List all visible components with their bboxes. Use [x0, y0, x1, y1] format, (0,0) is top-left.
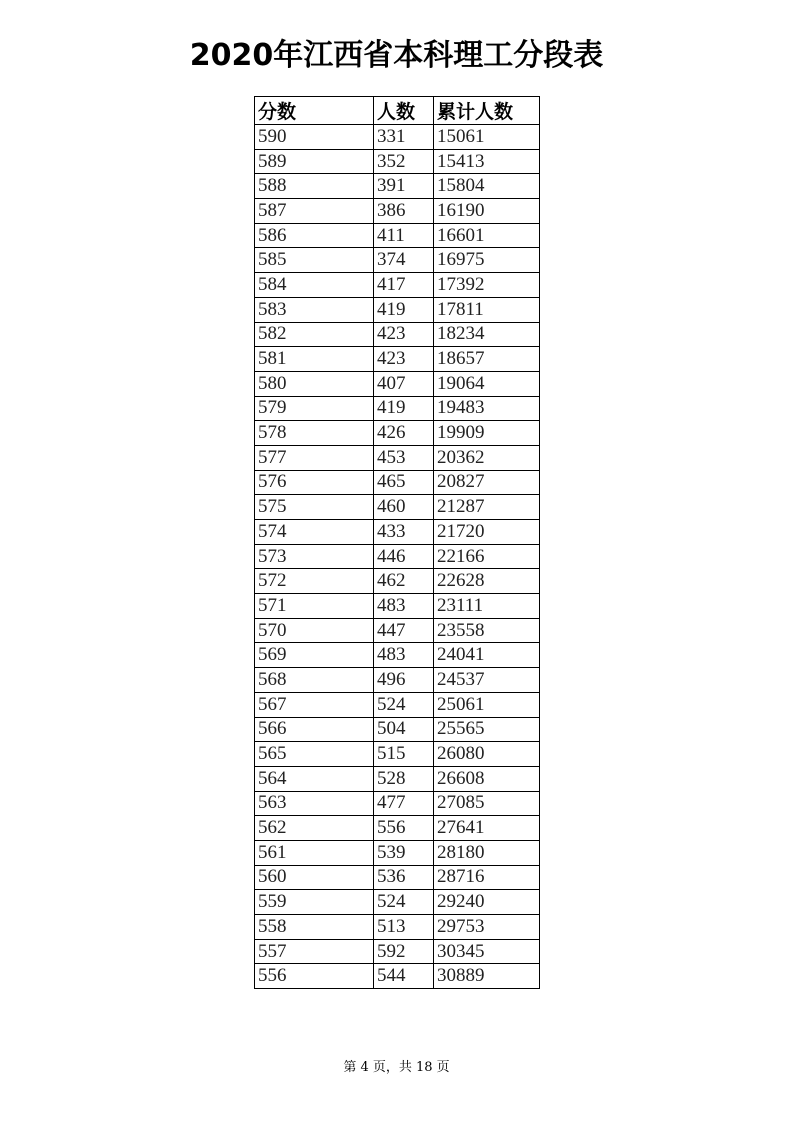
- table-row: [255, 223, 540, 248]
- cell-score: 580: [255, 371, 374, 396]
- cell-cumulative: 29753: [434, 915, 540, 940]
- cell-score: 558: [255, 915, 374, 940]
- cell-cumulative: 19909: [434, 421, 540, 446]
- cell-score: 577: [255, 445, 374, 470]
- cell-score: 576: [255, 470, 374, 495]
- cell-count: 453: [374, 445, 434, 470]
- table-row: [255, 692, 540, 717]
- cell-score: 582: [255, 322, 374, 347]
- cell-score: 581: [255, 347, 374, 372]
- cell-cumulative: 21287: [434, 495, 540, 520]
- cell-score: 578: [255, 421, 374, 446]
- cell-count: 374: [374, 248, 434, 273]
- table-row: [255, 939, 540, 964]
- cell-cumulative: 30889: [434, 964, 540, 989]
- cell-cumulative: 22628: [434, 569, 540, 594]
- cell-cumulative: 17392: [434, 273, 540, 298]
- page-title: 2020年江西省本科理工分段表: [189, 38, 604, 73]
- cell-count: 386: [374, 199, 434, 224]
- cell-cumulative: 22166: [434, 544, 540, 569]
- cell-cumulative: 16975: [434, 248, 540, 273]
- cell-cumulative: 15061: [434, 125, 540, 150]
- table-row: [255, 125, 540, 150]
- table-row: [255, 520, 540, 545]
- cell-count: 544: [374, 964, 434, 989]
- cell-count: 524: [374, 890, 434, 915]
- cell-count: 419: [374, 297, 434, 322]
- cell-score: 574: [255, 520, 374, 545]
- table-row: [255, 495, 540, 520]
- cell-cumulative: 24041: [434, 643, 540, 668]
- cell-count: 515: [374, 742, 434, 767]
- table-row: [255, 840, 540, 865]
- cell-score: 575: [255, 495, 374, 520]
- cell-score: 567: [255, 692, 374, 717]
- table-row: [255, 273, 540, 298]
- cell-cumulative: 19483: [434, 396, 540, 421]
- table-row: [255, 544, 540, 569]
- cell-score: 583: [255, 297, 374, 322]
- table-row: [255, 371, 540, 396]
- cell-count: 513: [374, 915, 434, 940]
- cell-cumulative: 15804: [434, 174, 540, 199]
- cell-score: 570: [255, 618, 374, 643]
- table-row: [255, 865, 540, 890]
- cell-score: 590: [255, 125, 374, 150]
- cell-count: 331: [374, 125, 434, 150]
- table-row: [255, 445, 540, 470]
- cell-cumulative: 23558: [434, 618, 540, 643]
- cell-count: 423: [374, 322, 434, 347]
- cell-cumulative: 16190: [434, 199, 540, 224]
- cell-count: 417: [374, 273, 434, 298]
- cell-cumulative: 20362: [434, 445, 540, 470]
- cell-count: 524: [374, 692, 434, 717]
- cell-score: 556: [255, 964, 374, 989]
- header-count: 人数: [374, 97, 434, 125]
- cell-cumulative: 28716: [434, 865, 540, 890]
- header-score: 分数: [255, 97, 374, 125]
- cell-cumulative: 25565: [434, 717, 540, 742]
- cell-score: 571: [255, 594, 374, 619]
- cell-score: 586: [255, 223, 374, 248]
- cell-count: 352: [374, 149, 434, 174]
- table-row: [255, 618, 540, 643]
- cell-score: 565: [255, 742, 374, 767]
- table-row: [255, 149, 540, 174]
- cell-count: 528: [374, 766, 434, 791]
- cell-count: 433: [374, 520, 434, 545]
- table-row: [255, 964, 540, 989]
- cell-score: 573: [255, 544, 374, 569]
- cell-cumulative: 27641: [434, 816, 540, 841]
- cell-cumulative: 20827: [434, 470, 540, 495]
- cell-score: 589: [255, 149, 374, 174]
- cell-score: 588: [255, 174, 374, 199]
- cell-cumulative: 30345: [434, 939, 540, 964]
- cell-cumulative: 15413: [434, 149, 540, 174]
- cell-cumulative: 19064: [434, 371, 540, 396]
- cell-cumulative: 24537: [434, 668, 540, 693]
- header-cumulative: 累计人数: [434, 97, 540, 125]
- table-row: [255, 643, 540, 668]
- cell-cumulative: 25061: [434, 692, 540, 717]
- table-row: [255, 470, 540, 495]
- cell-count: 465: [374, 470, 434, 495]
- cell-score: 572: [255, 569, 374, 594]
- cell-cumulative: 26080: [434, 742, 540, 767]
- cell-count: 407: [374, 371, 434, 396]
- table-row: [255, 890, 540, 915]
- table-row: [255, 594, 540, 619]
- cell-count: 504: [374, 717, 434, 742]
- cell-count: 496: [374, 668, 434, 693]
- cell-cumulative: 23111: [434, 594, 540, 619]
- cell-cumulative: 16601: [434, 223, 540, 248]
- cell-count: 391: [374, 174, 434, 199]
- cell-count: 556: [374, 816, 434, 841]
- cell-score: 561: [255, 840, 374, 865]
- table-row: [255, 915, 540, 940]
- cell-cumulative: 18657: [434, 347, 540, 372]
- cell-cumulative: 27085: [434, 791, 540, 816]
- cell-score: 562: [255, 816, 374, 841]
- cell-score: 569: [255, 643, 374, 668]
- cell-score: 585: [255, 248, 374, 273]
- cell-count: 423: [374, 347, 434, 372]
- table-header-row: [255, 97, 540, 125]
- table-row: [255, 766, 540, 791]
- table-row: [255, 297, 540, 322]
- table-row: [255, 248, 540, 273]
- cell-count: 462: [374, 569, 434, 594]
- cell-count: 483: [374, 594, 434, 619]
- table-row: [255, 421, 540, 446]
- table-row: [255, 569, 540, 594]
- cell-score: 559: [255, 890, 374, 915]
- table-row: [255, 199, 540, 224]
- cell-score: 564: [255, 766, 374, 791]
- page-footer: 第 4 页，共 18 页: [343, 1060, 450, 1075]
- cell-score: 563: [255, 791, 374, 816]
- table-body: [255, 125, 540, 989]
- cell-score: 557: [255, 939, 374, 964]
- cell-count: 539: [374, 840, 434, 865]
- table-row: [255, 347, 540, 372]
- cell-score: 587: [255, 199, 374, 224]
- cell-count: 477: [374, 791, 434, 816]
- cell-count: 592: [374, 939, 434, 964]
- cell-cumulative: 21720: [434, 520, 540, 545]
- table-row: [255, 668, 540, 693]
- table-row: [255, 396, 540, 421]
- table-row: [255, 791, 540, 816]
- cell-cumulative: 17811: [434, 297, 540, 322]
- cell-cumulative: 29240: [434, 890, 540, 915]
- table-row: [255, 322, 540, 347]
- cell-score: 584: [255, 273, 374, 298]
- cell-score: 566: [255, 717, 374, 742]
- cell-count: 419: [374, 396, 434, 421]
- cell-cumulative: 28180: [434, 840, 540, 865]
- cell-score: 579: [255, 396, 374, 421]
- cell-score: 560: [255, 865, 374, 890]
- cell-count: 447: [374, 618, 434, 643]
- cell-count: 446: [374, 544, 434, 569]
- cell-score: 568: [255, 668, 374, 693]
- table-row: [255, 174, 540, 199]
- table-row: [255, 717, 540, 742]
- cell-count: 536: [374, 865, 434, 890]
- table-row: [255, 816, 540, 841]
- score-distribution-table: [254, 96, 540, 989]
- cell-count: 411: [374, 223, 434, 248]
- table-row: [255, 742, 540, 767]
- cell-count: 483: [374, 643, 434, 668]
- cell-cumulative: 26608: [434, 766, 540, 791]
- cell-count: 460: [374, 495, 434, 520]
- cell-count: 426: [374, 421, 434, 446]
- cell-cumulative: 18234: [434, 322, 540, 347]
